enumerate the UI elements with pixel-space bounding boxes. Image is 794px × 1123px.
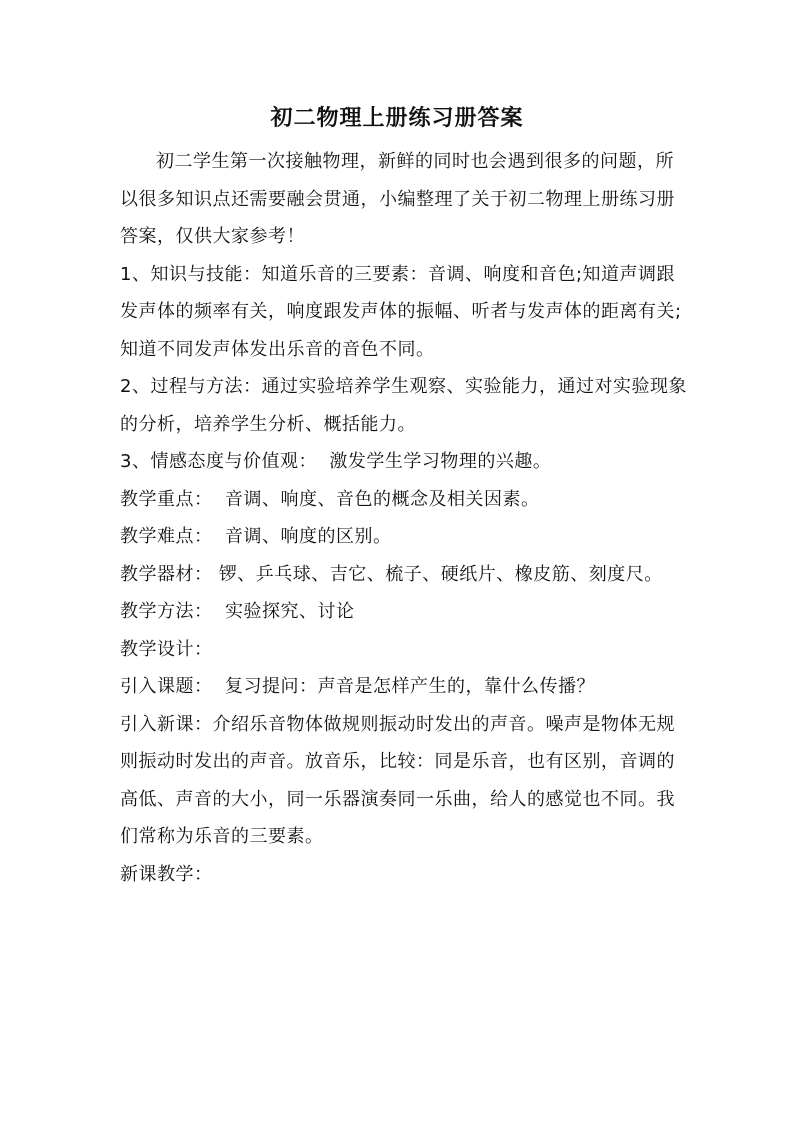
difficulties: 教学难点： 音调、响度的区别。 xyxy=(120,526,392,547)
methods: 教学方法： 实验探究、讨论 xyxy=(120,601,355,622)
objective-process: 2、过程与方法：通过实验培养学生观察、实验能力，通过对实验现象的分析，培养学生分析、概括能力。 xyxy=(120,376,687,435)
new-lesson-heading: 新课教学： xyxy=(120,863,213,885)
document-body xyxy=(120,143,688,893)
objective-knowledge: 1、知识与技能：知道乐音的三要素：音调、响度和音色;知道声调跟发声体的频率有关，响度跟发声体的振幅、听者与发声体的距离有关;知道不同发声体发出乐音的音色不同。 xyxy=(120,263,682,360)
intro-topic: 引入课题： 复习提问：声音是怎样产生的，靠什么传播？ xyxy=(120,676,595,697)
new-lesson-intro: 引入新课：介绍乐音物体做规则振动时发出的声音。噪声是物体无规则振动时发出的声音。放音乐，比较：同是乐音，也有区别，音调的高低、声音的大小，同一乐器演奏同一乐曲，给人的感觉也不同。我们常称为乐音的三要素。 xyxy=(120,713,675,847)
intro-paragraph: 初二学生第一次接触物理，新鲜的同时也会遇到很多的问题，所以很多知识点还需要融会贯通，小编整理了关于初二物理上册练习册答案，仅供大家参考！ xyxy=(120,151,675,247)
equipment: 教学器材： 锣、乒乓球、吉它、梳子、硬纸片、橡皮筋、刻度尺。 xyxy=(120,563,663,585)
design-heading: 教学设计： xyxy=(120,638,213,660)
objective-attitude: 3、情感态度与价值观： 激发学生学习物理的兴趣。 xyxy=(120,451,552,472)
key-points: 教学重点： 音调、响度、音色的概念及相关因素。 xyxy=(120,488,540,510)
document-title: 初二物理上册练习册答案 xyxy=(270,105,524,131)
